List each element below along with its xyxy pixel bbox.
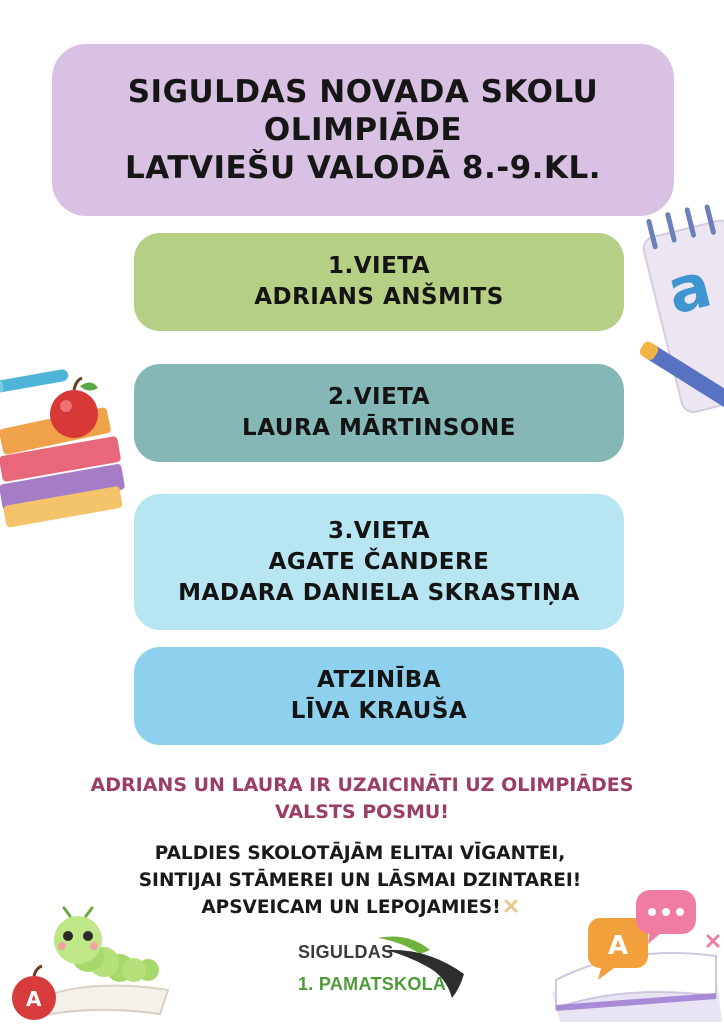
announcement-line-1: ADRIANS UN LAURA IR UZAICINĀTI UZ OLIMPIĀDES: [90, 774, 634, 796]
title-line-1: SIGULDAS NOVADA SKOLU: [127, 74, 599, 110]
honorable-mention-label: ATZINĪBA: [316, 667, 442, 693]
thanks-line-3-text: APSVEICAM UN LEPOJAMIES!: [201, 897, 501, 918]
notebook-letter: a: [660, 247, 719, 329]
apple-letter: A: [26, 987, 42, 1011]
first-place-box: [134, 233, 624, 331]
third-place-name-2: MADARA DANIELA SKRASTIŅA: [178, 579, 580, 606]
school-logo: [298, 928, 468, 1000]
title-box: [52, 44, 674, 216]
honorable-mention-box: [134, 647, 624, 745]
announcement-line-2: VALSTS POSMU!: [275, 801, 449, 823]
bubble-letter: A: [608, 931, 629, 961]
caterpillar-illustration: [0, 906, 180, 1024]
thanks-line-1: PALDIES SKOLOTĀJĀM ELITAI VĪGANTEI,: [154, 843, 566, 864]
title-line-3: LATVIEŠU VALODĀ 8.-9.KL.: [125, 150, 601, 186]
sparkle-icon: [503, 898, 519, 914]
notebook-illustration: [632, 200, 724, 440]
third-place-box: [134, 494, 624, 630]
third-place-name-1: AGATE ČANDERE: [268, 548, 490, 575]
first-place-name: ADRIANS ANŠMITS: [254, 284, 504, 310]
honorable-mention-name: LĪVA KRAUŠA: [290, 698, 468, 724]
title-line-2: OLIMPIĀDE: [263, 112, 463, 148]
logo-line-2: 1. PAMATSKOLA: [298, 974, 447, 994]
second-place-name: LAURA MĀRTINSONE: [242, 415, 516, 441]
thanks-line-2: SINTIJAI STĀMEREI UN LĀSMAI DZINTAREI!: [138, 870, 582, 891]
speech-bubbles-illustration: [546, 884, 724, 1024]
third-place-label: 3.VIETA: [327, 517, 430, 544]
second-place-label: 2.VIETA: [327, 384, 430, 410]
announcement-text: [30, 772, 694, 826]
logo-line-1: SIGULDAS: [298, 942, 394, 962]
books-illustration: [0, 356, 132, 532]
second-place-box: [134, 364, 624, 462]
first-place-label: 1.VIETA: [327, 253, 430, 279]
